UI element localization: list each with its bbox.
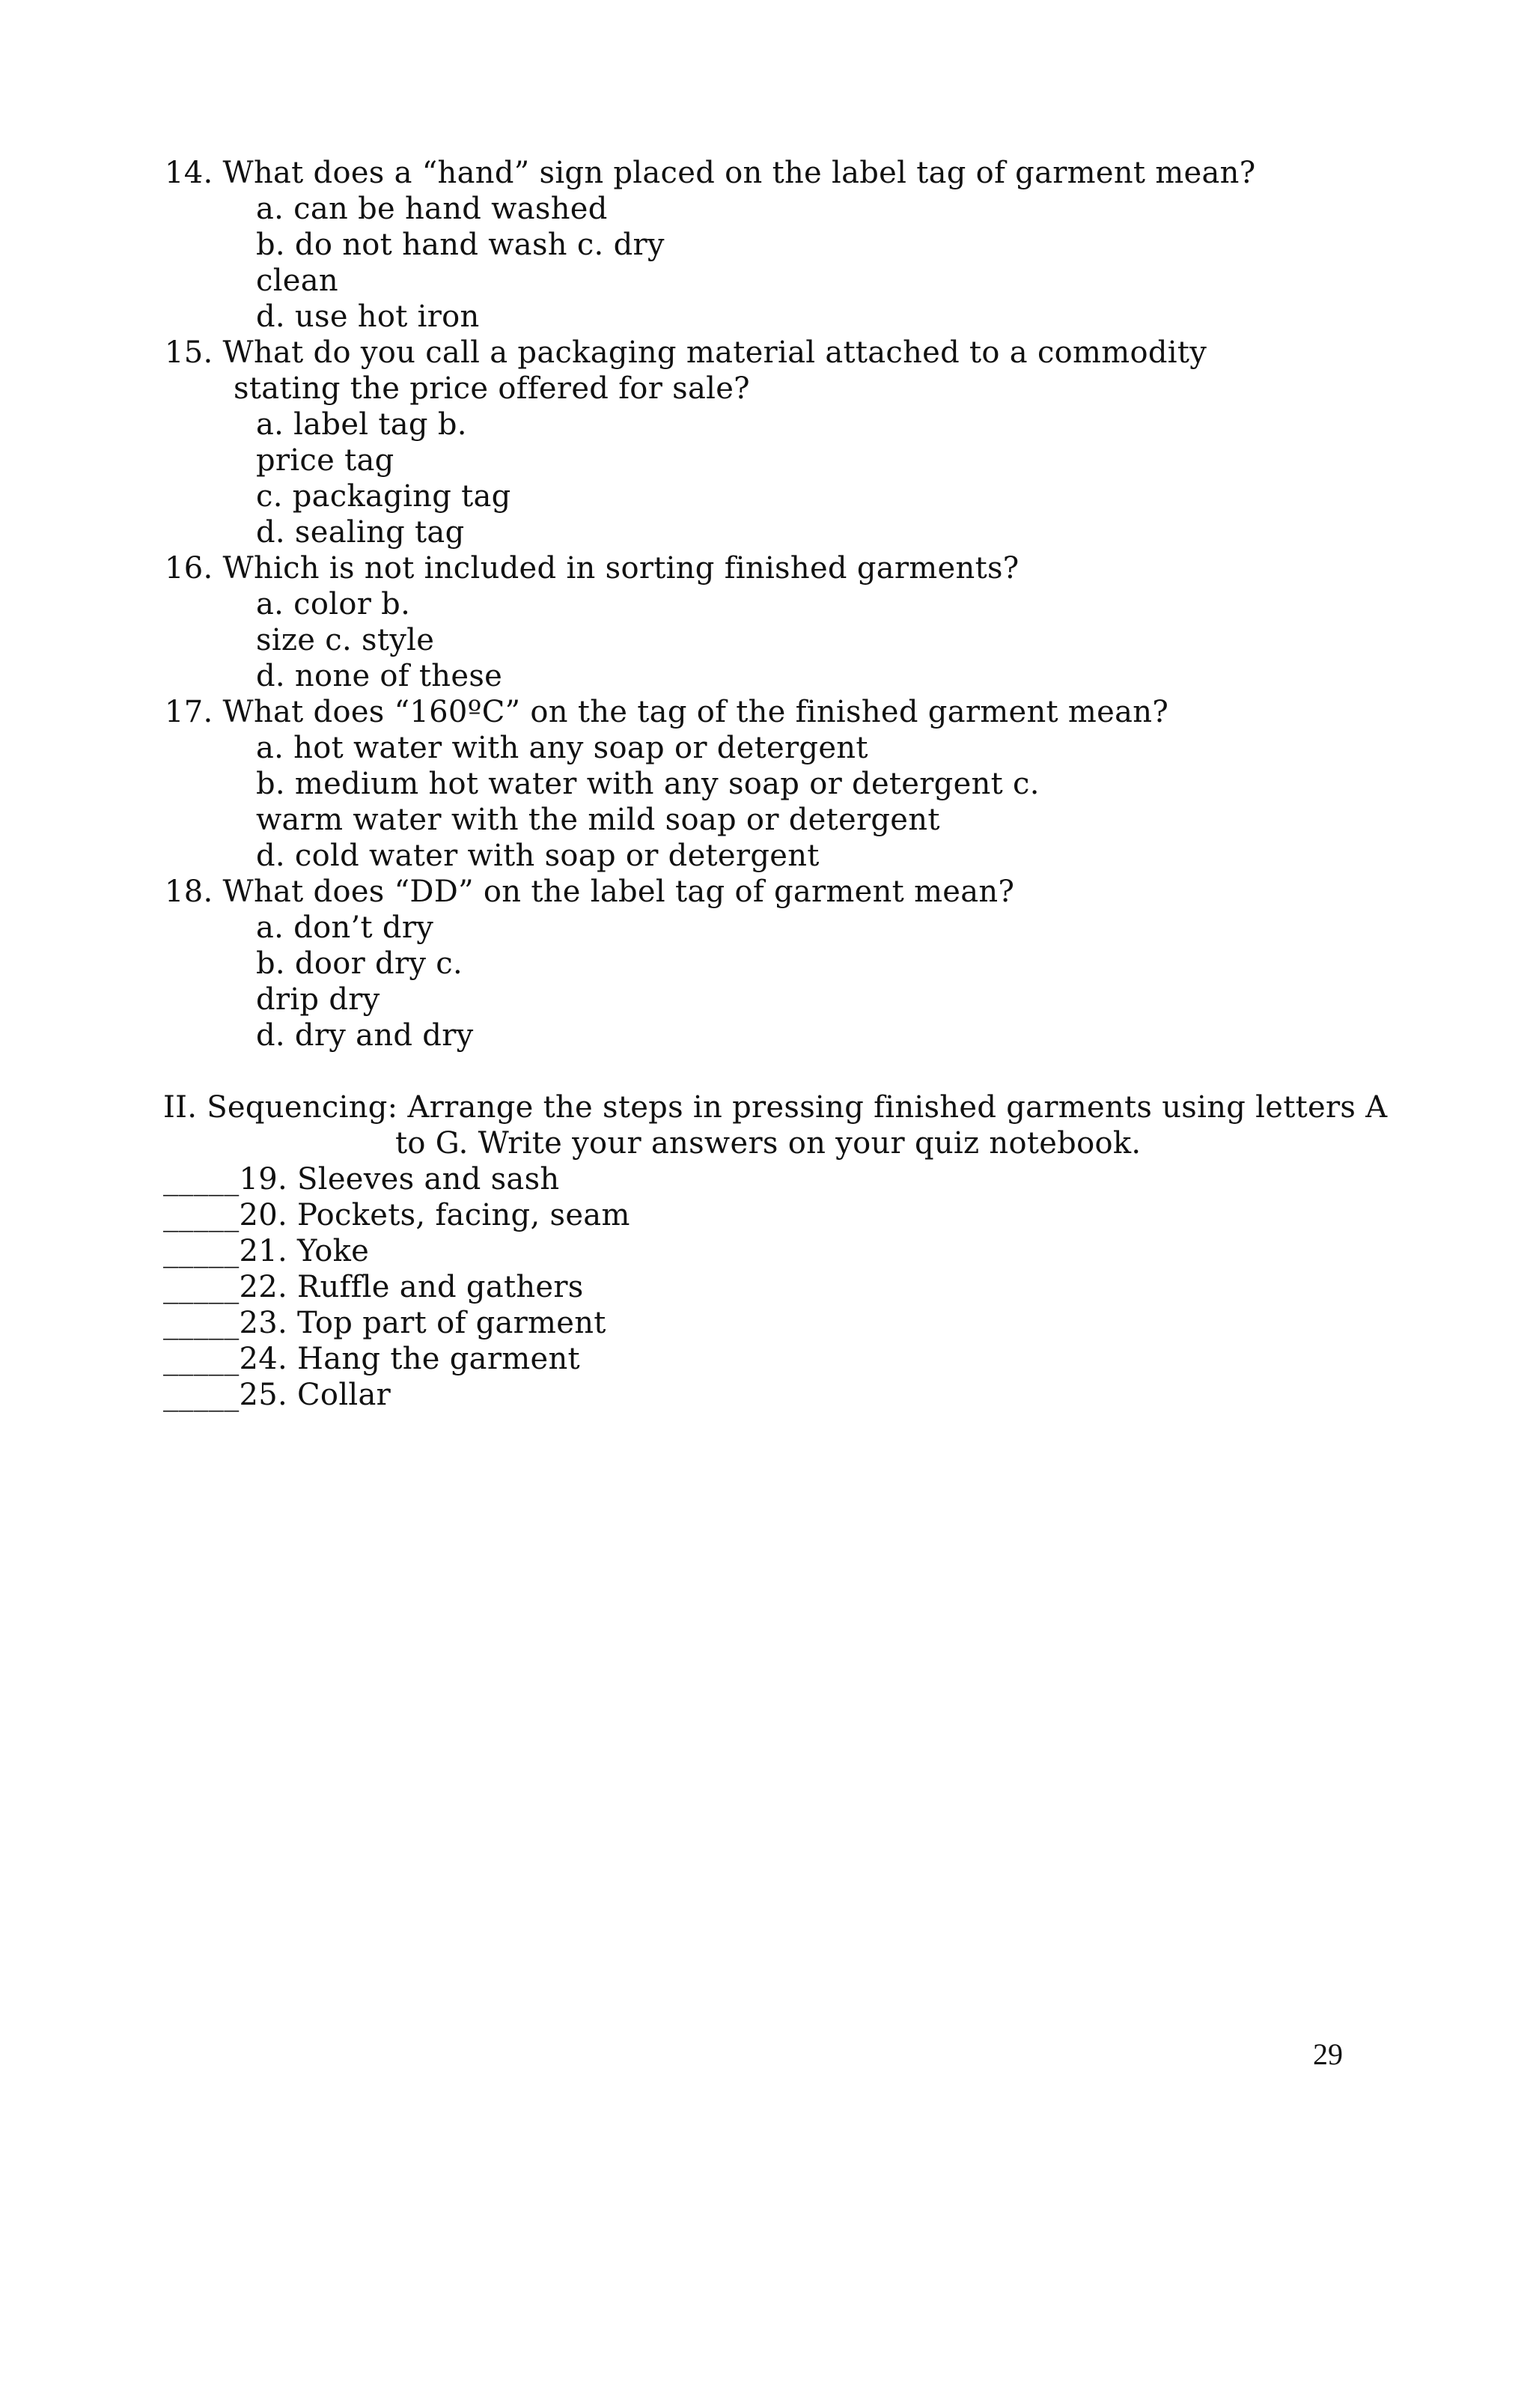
question-18-option: d. dry and dry <box>256 1018 474 1053</box>
question-15-option: a. label tag b. <box>256 407 467 442</box>
sequencing-item: _____19. Sleeves and sash <box>163 1162 560 1197</box>
question-16-option: size c. style <box>256 623 435 657</box>
question-18-option: b. door dry c. <box>256 946 463 981</box>
question-17-option: d. cold water with soap or detergent <box>256 839 820 873</box>
question-15-option: price tag <box>256 443 394 478</box>
sequencing-item: _____24. Hang the garment <box>163 1342 580 1376</box>
question-17-option: a. hot water with any soap or detergent <box>256 731 868 765</box>
page-number: 29 <box>1313 2037 1343 2071</box>
question-14-option: a. can be hand washed <box>256 192 608 226</box>
question-16-stem: 16. Which is not included in sorting finished garments? <box>165 551 1020 586</box>
question-14-stem: 14. What does a “hand” sign placed on the label tag of garment mean? <box>165 156 1256 190</box>
question-14-option: d. use hot iron <box>256 300 480 334</box>
question-18-stem: 18. What does “DD” on the label tag of garment mean? <box>165 875 1015 909</box>
section-two-heading-continued: to G. Write your answers on your quiz notebook. <box>395 1126 1142 1161</box>
question-14-option: b. do not hand wash c. dry <box>256 228 665 262</box>
question-16-option: a. color b. <box>256 587 411 621</box>
question-17-option: warm water with the mild soap or detergent <box>256 803 940 837</box>
question-15-stem: 15. What do you call a packaging material attached to a commodity <box>165 335 1207 370</box>
question-16-option: d. none of these <box>256 659 503 693</box>
sequencing-item: _____22. Ruffle and gathers <box>163 1270 584 1304</box>
sequencing-item: _____25. Collar <box>163 1378 391 1412</box>
question-15-option: c. packaging tag <box>256 479 511 514</box>
section-two-heading: II. Sequencing: Arrange the steps in pressing finished garments using letters A <box>163 1090 1388 1125</box>
question-17-option: b. medium hot water with any soap or detergent c. <box>256 767 1040 801</box>
question-18-option: drip dry <box>256 982 380 1017</box>
sequencing-item: _____23. Top part of garment <box>163 1306 606 1340</box>
question-18-option: a. don’t dry <box>256 910 434 945</box>
question-15-option: d. sealing tag <box>256 515 465 550</box>
question-14-option: clean <box>256 264 338 298</box>
sequencing-item: _____20. Pockets, facing, seam <box>163 1198 630 1232</box>
question-15-stem-continued: stating the price offered for sale? <box>234 371 750 406</box>
question-17-stem: 17. What does “160ºC” on the tag of the finished garment mean? <box>165 695 1169 729</box>
sequencing-item: _____21. Yoke <box>163 1234 370 1268</box>
